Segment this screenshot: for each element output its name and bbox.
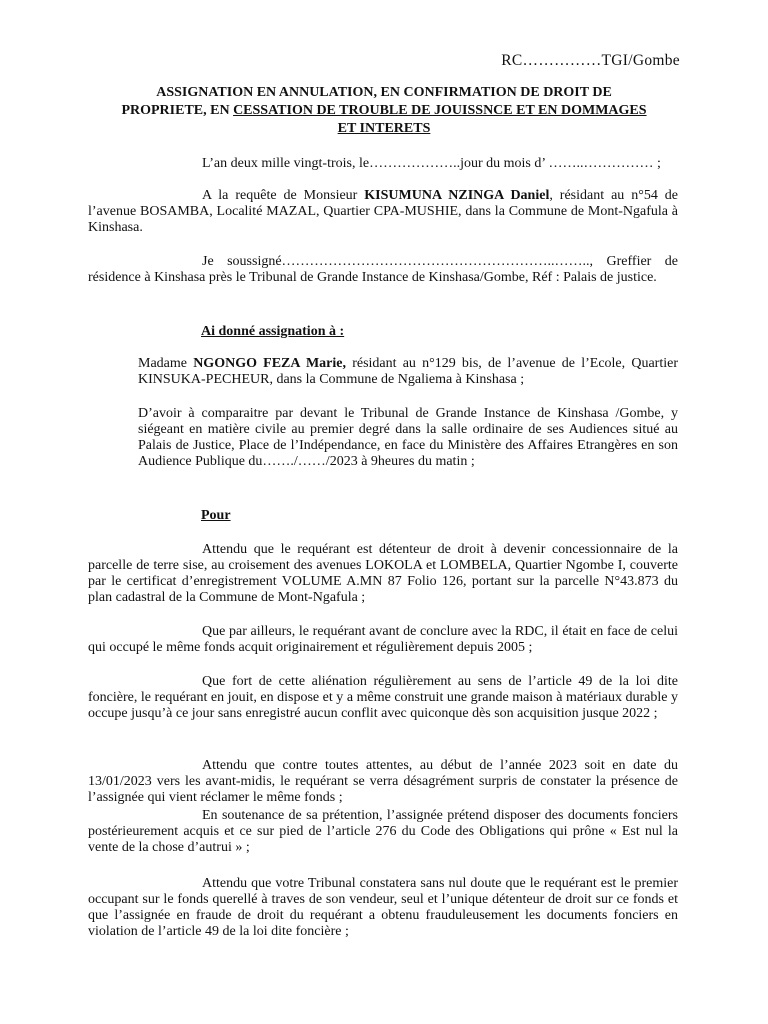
case-reference: RC……………TGI/Gombe	[501, 52, 680, 69]
title-line-2-underlined: CESSATION DE TROUBLE DE JOUISSNCE ET EN DOMMAGES	[233, 103, 647, 118]
paragraph-attendu-2	[88, 758, 678, 806]
document-title	[88, 84, 680, 138]
paragraph-fort	[88, 674, 678, 722]
paragraph-soussigne	[88, 254, 678, 286]
plaintiff-name: KISUMUNA NZINGA Daniel	[364, 188, 550, 203]
paragraph-par-ailleurs	[88, 624, 678, 656]
attendu-1-text: Attendu que le requérant est détenteur de droit à devenir concessionnaire de la parcelle de terre sise, au croisement des avenues LOKOLA et LOMBELA, Quartier Ngombe I, couverte par le certificat d’enregistrement VOLUME A.MN 87 Folio 126, portant sur la parcelle N°43.873 du plan cadastral de la Commune de Mont-Ngafula ;	[88, 542, 678, 605]
paragraph-comparaitre: D’avoir à comparaitre par devant le Tribunal de Grande Instance de Kinshasa /Gombe, y siégeant en matière civile au premier degré dans la salle ordinaire de ses Audiences situé au Palais de Justice, Place de l’Indépendance, en face du Ministère des Affaires Etrangères en son Audience Publique du……./……/2023 à 9heures du matin ;	[138, 406, 678, 469]
paragraph-attendu-1	[88, 542, 678, 606]
paragraph-attendu-3	[88, 876, 678, 940]
paragraph-defendant	[138, 356, 678, 388]
date-text: L’an deux mille vingt-trois, le………………..jour du mois d’ ……..…………… ;	[202, 156, 661, 171]
heading-assignation: Ai donné assignation à :	[201, 324, 345, 339]
paragraph-requete	[88, 188, 678, 236]
title-line-2	[88, 102, 680, 120]
soutenance-text: En soutenance de sa prétention, l’assignée prétend disposer des documents fonciers postérieurement acquis et ce sur pied de l’article 276 du Code des Obligations qui prône « Est nul la vente de la chose d’autrui » ;	[88, 808, 678, 855]
title-line-2-prefix: PROPRIETE, EN	[121, 103, 234, 118]
par-ailleurs-text: Que par ailleurs, le requérant avant de conclure avec la RDC, il était en face de celui qui occupé le même fonds acquit originairement et régulièrement depuis 2005 ;	[88, 624, 678, 655]
defendant-name: NGONGO FEZA Marie,	[193, 356, 346, 371]
paragraph-soutenance	[88, 808, 678, 856]
defendant-prefix: Madame	[138, 356, 194, 371]
defendant-address: résidant au n°129 bis, de l’avenue de l’Ecole, Quartier KINSUKA-PECHEUR, dans la Commune de Ngaliema à Kinshasa ;	[138, 356, 678, 387]
attendu-3-text: Attendu que votre Tribunal constatera sans nul doute que le requérant est le premier occupant sur le fonds querellé à traves de son vendeur, seul et l’unique détenteur de droit sur ce fonds et que l’assignée en fraude de droit du requérant a obtenu frauduleusement les documents fonciers en violation de l’article 49 de la loi dite foncière ;	[88, 876, 678, 939]
heading-pour: Pour	[201, 508, 231, 523]
requete-address: , résidant au n°54 de l’avenue BOSAMBA, Localité MAZAL, Quartier CPA-MUSHIE, dans la Commune de Mont-Ngafula à Kinshasa.	[88, 188, 679, 235]
title-line-3-underlined: ET INTERETS	[337, 121, 431, 136]
title-line-3	[88, 120, 680, 138]
title-line-1: ASSIGNATION EN ANNULATION, EN CONFIRMATION DE DROIT DE	[156, 85, 612, 100]
fort-text: Que fort de cette aliénation régulièrement au sens de l’article 49 de la loi dite foncière, le requérant en jouit, en dispose et y a même construit une grande maison à matériaux durable y occupe jusqu’à ce jour sans enregistré aucun conflit avec quiconque dès son acquisition jusque 2022 ;	[88, 674, 678, 721]
requete-prefix: A la requête de Monsieur	[202, 188, 365, 203]
attendu-2-text: Attendu que contre toutes attentes, au début de l’année 2023 soit en date du 13/01/2023 vers les avant-midis, le requérant se verra désagrément surpris de constater la présence de l’assignée qui vient réclamer le même fonds ;	[88, 758, 678, 805]
soussigne-text: Je soussigné…………………………………………………..…….., Greffier de résidence à Kinshasa près le Tribunal de Grande Instance de Kinshasa/Gombe, Réf : Palais de justice.	[88, 254, 678, 285]
paragraph-date	[88, 156, 678, 172]
